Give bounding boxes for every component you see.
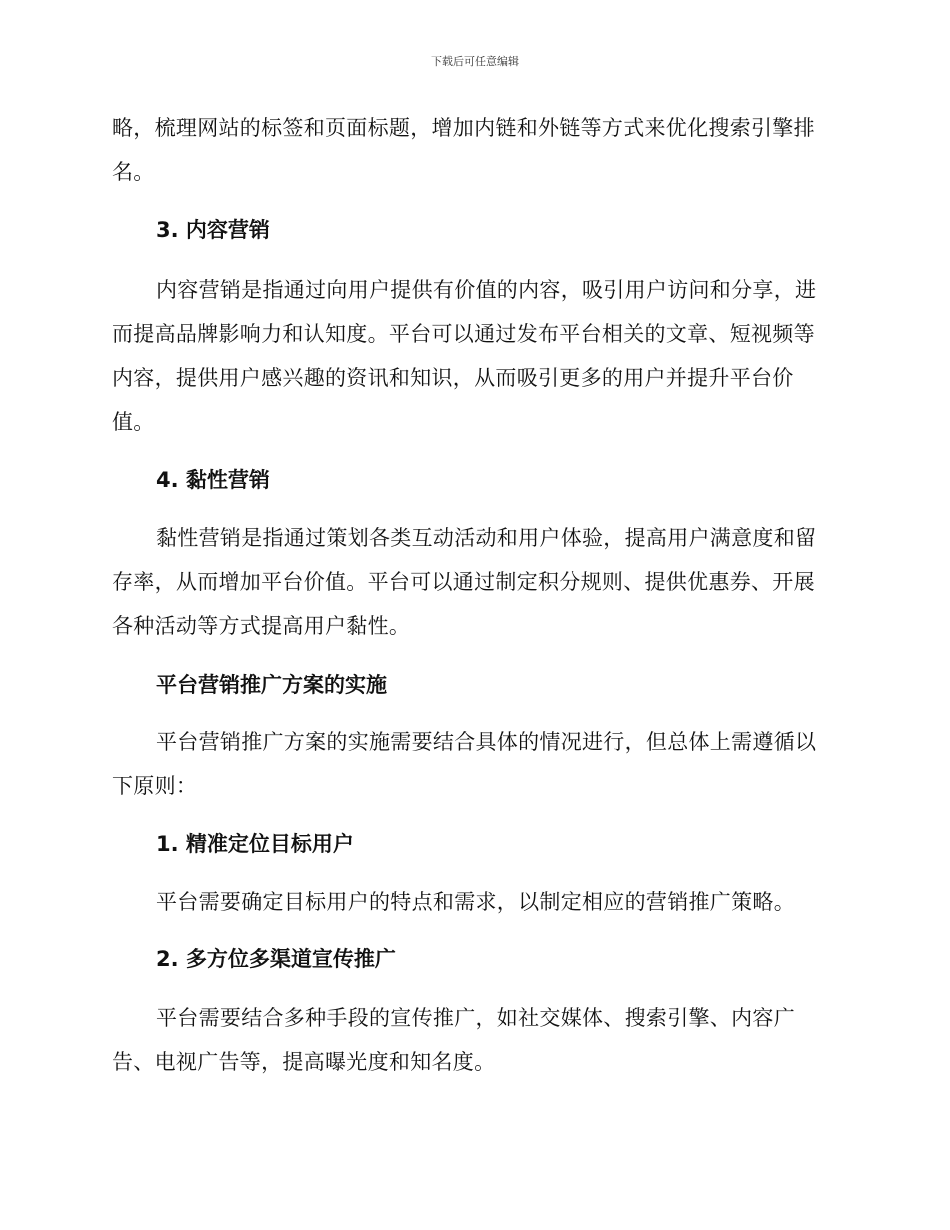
paragraph-implementation: 平台营销推广方案的实施需要结合具体的情况进行，但总体上需遵循以下原则： xyxy=(112,730,817,798)
paragraph-multichannel-promotion: 平台需要结合多种手段的宣传推广，如社交媒体、搜索引擎、内容广告、电视广告等，提高曝光度和知名度。 xyxy=(112,1006,795,1074)
page-header: 下载后可任意编辑 xyxy=(431,55,519,68)
heading-sticky-marketing: 4. 黏性营销 xyxy=(156,468,270,492)
heading-multichannel-promotion: 2. 多方位多渠道宣传推广 xyxy=(156,947,396,971)
heading-implementation: 平台营销推广方案的实施 xyxy=(156,673,387,697)
heading-precise-targeting: 1. 精准定位目标用户 xyxy=(156,832,354,856)
paragraph-seo-continuation: 略，梳理网站的标签和页面标题，增加内链和外链等方式来优化搜索引擎排名。 xyxy=(112,116,815,184)
heading-content-marketing: 3. 内容营销 xyxy=(156,218,270,242)
paragraph-content-marketing: 内容营销是指通过向用户提供有价值的内容，吸引用户访问和分享，进而提高品牌影响力和认知度。平台可以通过发布平台相关的文章、短视频等内容，提供用户感兴趣的资讯和知识，从而吸引更多的用户并提升平台价值。 xyxy=(112,278,817,434)
paragraph-sticky-marketing: 黏性营销是指通过策划各类互动活动和用户体验，提高用户满意度和留存率，从而增加平台价值。平台可以通过制定积分规则、提供优惠券、开展各种活动等方式提高用户黏性。 xyxy=(112,526,817,638)
paragraph-precise-targeting: 平台需要确定目标用户的特点和需求，以制定相应的营销推广策略。 xyxy=(156,890,795,914)
